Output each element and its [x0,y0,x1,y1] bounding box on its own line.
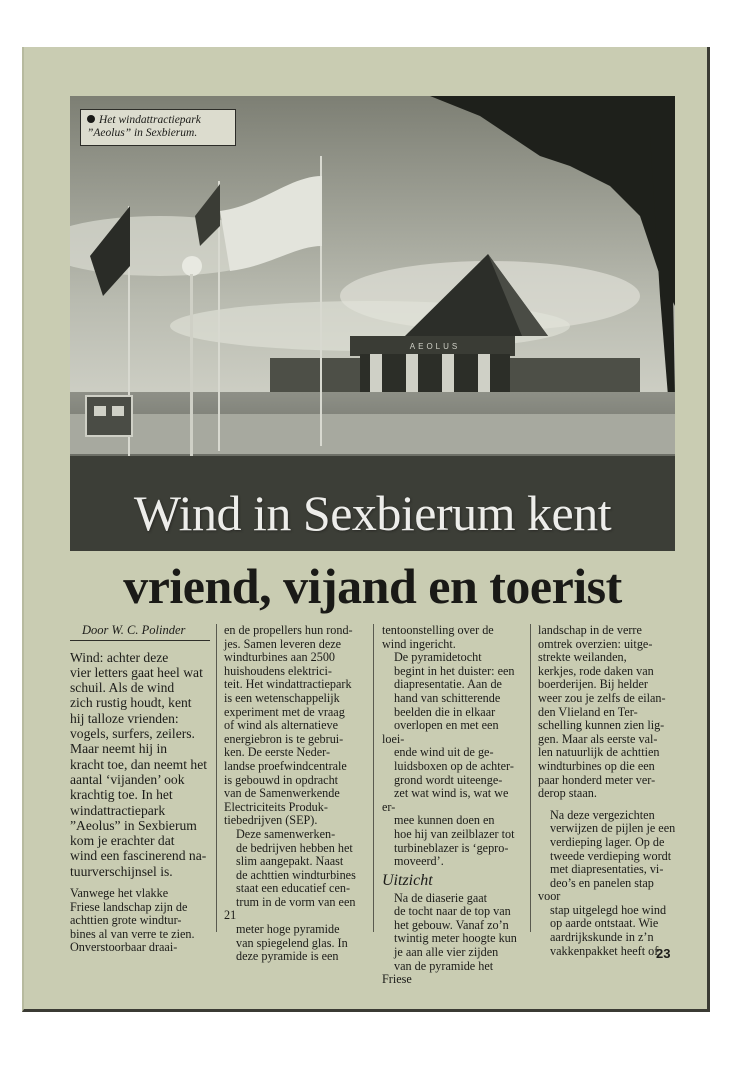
headline-line-1: Wind in Sexbierum kent [133,485,612,541]
caption-line-2: ”Aeolus” in Sexbierum. [87,127,198,139]
text-line: is een wetenschappelijk [224,690,340,705]
body-paragraph [382,624,522,651]
text-line: met diapresentaties, vi- [550,862,664,877]
text-line: grond wordt uiteenge- [394,772,503,787]
body-paragraph [382,651,522,869]
text-line: paar honderd meter ver- [538,772,656,787]
text-line: zich rustig houdt, kent [70,695,192,711]
text-line: verdieping lager. Op de [550,834,665,849]
text-line: schelling kunnen zien lig- [538,718,665,733]
text-line: zet wat wind is, wat we er- [382,786,509,814]
text-line: weer zou je zelfs de eilan- [538,690,666,705]
text-line: kracht toe, dan neemt het [70,756,208,772]
text-line: tentoonstelling over de [382,623,494,637]
text-line: op aarde ontstaat. Wie [550,916,659,931]
text-line: derop staan. [538,786,597,801]
text-line: aantal ‘vijanden’ ook [70,771,185,787]
text-line: staat een educatief cen- [236,881,351,896]
text-line: overlopen en met een loei- [382,718,499,746]
text-line: Deze samenwerken- [236,826,336,841]
text-line: begint in het duister: een [394,663,515,678]
text-line: stap uitgelegd hoe wind [550,902,667,917]
text-line: bines al van verre te zien. [70,926,195,941]
text-line: de achttien windturbines [236,867,356,882]
text-line: windattractiepark [70,802,166,818]
body-paragraph [382,892,522,987]
text-line: len natuurlijk de achttien [538,745,660,760]
text-line: vier letters gaat heel wat [70,664,203,680]
body-paragraph [224,624,364,828]
text-line: boerderijen. Bij helder [538,677,648,692]
column-rule [530,624,531,932]
text-line: de bedrijven hebben het [236,840,353,855]
text-line: slim aangepakt. Naast [236,854,344,869]
text-line: twintig meter hoogte kun [394,931,517,946]
text-line: trum in de vorm van een 21 [224,894,356,923]
headline-line-2: vriend, vijand en toerist [123,558,622,614]
caption-line-1: Het windattractiepark [99,114,201,126]
text-line: of wind als alternatieve [224,718,339,733]
text-line: deo’s en panelen stap voor [538,875,654,904]
byline: Door W. C. Polinder [70,624,210,641]
text-line: jes. Samen leveren deze [224,636,342,651]
text-line: krachtig toe. In het [70,787,173,803]
column-rule [216,624,217,932]
text-line: kom je erachter dat [70,833,175,849]
text-line: gen. Maar als eerste val- [538,731,658,746]
text-line: energiebron is te gebrui- [224,731,344,746]
text-line: tweede verdieping wordt [550,848,672,863]
bullet-icon [87,115,95,123]
text-line: landschap in de verre [538,623,642,637]
body-paragraph [538,809,678,959]
text-line: is gebouwd in opdracht [224,772,339,787]
text-line: Onverstoorbaar draai- [70,940,178,955]
text-line: van de pyramide het Friese [382,958,494,987]
text-line: meter hoge pyramide [236,922,340,937]
text-line: Friese landschap zijn de [70,899,188,914]
text-line: hoe hij van zeilblazer tot [394,826,515,841]
text-line: aardrijkskunde in z’n [550,930,654,945]
text-line: je aan alle vier zijden [394,945,499,960]
article-column-2 [224,624,364,964]
body-paragraph [538,624,678,801]
body-paragraph [224,828,364,964]
text-line: ”Aeolus” in Sexbierum [70,817,197,833]
text-line: diapresentatie. Aan de [394,677,502,692]
article-column-3 [382,624,522,987]
text-line: Na de diaserie gaat [394,890,488,905]
text-line: Electriciteits Produk- [224,799,328,814]
text-line: wind ingericht. [382,636,456,651]
text-line: windturbines aan 2500 [224,650,336,665]
text-line: deze pyramide is een [236,949,339,964]
text-line: Vanwege het vlakke [70,886,169,901]
text-line: den Vlieland en Ter- [538,704,638,719]
text-line: turbineblazer is ‘gepro- [394,840,509,855]
photo-caption [80,109,236,146]
text-line: ken. De eerste Neder- [224,745,330,760]
text-line: kerkjes, rode daken van [538,663,654,678]
text-line: vogels, surfers, zeilers. [70,726,195,742]
text-line: van spiegelend glas. In [236,935,348,950]
text-line: achttien grote windtur- [70,913,182,928]
text-line: verwijzen de pijlen je een [550,821,676,836]
text-line: De pyramidetocht [394,650,482,665]
text-line: Na deze vergezichten [550,807,655,822]
text-line: schuil. Als de wind [70,680,175,696]
text-line: tuurverschijnsel is. [70,863,173,879]
text-line: experiment met de vraag [224,704,345,719]
body-paragraph [70,887,210,955]
text-line: Wind: achter deze [70,649,169,665]
text-line: het gebouw. Vanaf zo’n [394,917,509,932]
text-line: de tocht naar de top van [394,904,511,919]
text-line: en de propellers hun rond- [224,623,353,637]
text-line: omtrek overzien: uitge- [538,636,653,651]
lead-paragraph [70,650,210,879]
text-line: huishoudens elektrici- [224,663,332,678]
page-number: 23 [656,946,671,961]
text-line: tiebedrijven (SEP). [224,813,318,828]
text-line: moveerd’. [394,854,444,869]
text-line: mee kunnen doen en [394,813,495,828]
text-line: teit. Het windattractiepark [224,677,352,692]
text-line: landse proefwindcentrale [224,758,347,773]
article-column-4 [538,624,678,958]
text-line: vakkenpakket heeft of [550,943,659,958]
text-line: van de Samenwerkende [224,786,340,801]
subheading: Uitzicht [382,871,433,889]
text-line: wind een fascinerend na- [70,848,207,864]
text-line: ende wind uit de ge- [394,745,494,760]
text-line: hij talloze vrienden: [70,710,179,726]
text-line: luidsboxen op de achter- [394,758,514,773]
text-line: windturbines op die een [538,758,655,773]
text-line: Maar neemt hij in [70,741,168,757]
article-column-1 [70,624,210,955]
text-line: hand van schitterende [394,690,501,705]
text-line: strekte weilanden, [538,650,627,665]
column-rule [373,624,374,932]
text-line: beelden die in elkaar [394,704,496,719]
building-sign: AEOLUS [409,342,461,351]
